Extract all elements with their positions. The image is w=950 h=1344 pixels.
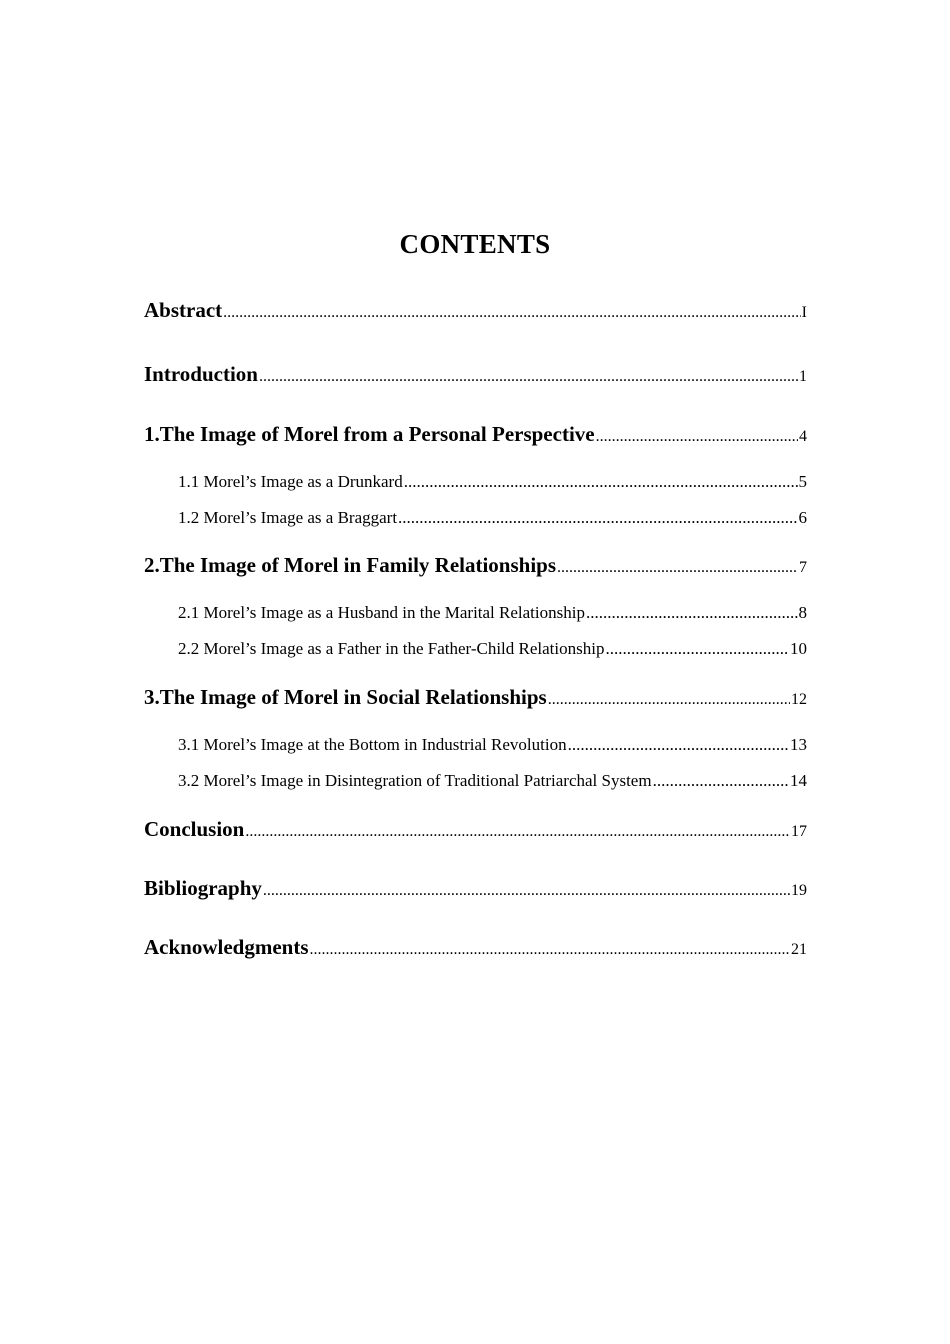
dot-leader: [653, 771, 789, 791]
toc-entry-chapter-1[interactable]: [144, 422, 807, 447]
dot-leader: [404, 472, 798, 492]
toc-entry-label: Conclusion: [144, 817, 245, 841]
toc-entry-label: Acknowledgments: [144, 935, 309, 959]
toc-entry-section-1-2[interactable]: [178, 508, 807, 528]
dot-leader: [596, 428, 798, 446]
dot-leader: [586, 603, 798, 623]
toc-page-number: 13: [790, 735, 807, 754]
toc-page-number: 14: [790, 771, 807, 790]
toc-page-number: 5: [798, 472, 807, 491]
toc-entry-section-2-2[interactable]: [178, 639, 807, 659]
toc-page-number: 6: [798, 508, 807, 527]
toc-entry-label: The Image of Morel in Family Relationships: [159, 553, 557, 577]
toc-entry-introduction[interactable]: [144, 362, 807, 387]
dot-leader: [605, 639, 789, 659]
toc-entry-label: 2.1 Morel’s Image as a Husband in the Marital Relationship: [178, 603, 585, 622]
toc-entry-label: Introduction: [144, 362, 258, 386]
toc-page-number: 12: [791, 691, 807, 708]
toc-page-number: 1: [799, 368, 807, 385]
dot-leader: [568, 735, 789, 755]
toc-page-number: 8: [798, 603, 807, 622]
chapter-number: 2.: [144, 553, 160, 577]
chapter-number: 1.: [144, 422, 160, 446]
toc-entry-label: 3.1 Morel’s Image at the Bottom in Industrial Revolution: [178, 735, 567, 754]
toc-entry-conclusion[interactable]: [144, 817, 807, 842]
dot-leader: [245, 823, 790, 841]
toc-entry-section-3-2[interactable]: [178, 771, 807, 791]
toc-page-number: 21: [791, 941, 807, 958]
dot-leader: [259, 368, 798, 386]
dot-leader: [263, 882, 790, 900]
toc-page-number: 7: [799, 559, 807, 576]
toc-entry-acknowledgments[interactable]: [144, 935, 807, 960]
toc-entry-label: The Image of Morel in Social Relationships: [159, 685, 547, 709]
toc-entry-bibliography[interactable]: [144, 876, 807, 901]
toc-entry-chapter-3[interactable]: [144, 685, 807, 710]
toc-entry-abstract[interactable]: [144, 298, 807, 323]
toc-entry-section-2-1[interactable]: [178, 603, 807, 623]
toc-entry-label: The Image of Morel from a Personal Perspective: [159, 422, 595, 446]
toc-page-number: 19: [791, 882, 807, 899]
page-title: CONTENTS: [399, 229, 551, 259]
dot-leader: [223, 304, 801, 322]
dot-leader: [398, 508, 797, 528]
toc-entry-label: 2.2 Morel’s Image as a Father in the Father-Child Relationship: [178, 639, 605, 658]
toc-entry-label: 1.1 Morel’s Image as a Drunkard: [178, 472, 403, 491]
toc-entry-chapter-2[interactable]: [144, 553, 807, 578]
toc-page-number: 10: [790, 639, 807, 658]
toc-page-number: 17: [791, 823, 807, 840]
toc-page-number: 4: [799, 428, 807, 445]
toc-entry-label: Abstract: [144, 298, 223, 322]
dot-leader: [557, 559, 798, 577]
toc-entry-section-1-1[interactable]: [178, 472, 807, 492]
chapter-number: 3.: [144, 685, 160, 709]
toc-entry-label: Bibliography: [144, 876, 262, 900]
dot-leader: [310, 941, 790, 959]
toc-entry-section-3-1[interactable]: [178, 735, 807, 755]
toc-entry-label: 1.2 Morel’s Image as a Braggart: [178, 508, 398, 527]
toc-page-number: I: [801, 304, 807, 321]
dot-leader: [548, 691, 790, 709]
toc-entry-label: 3.2 Morel’s Image in Disintegration of Traditional Patriarchal System: [178, 771, 652, 790]
